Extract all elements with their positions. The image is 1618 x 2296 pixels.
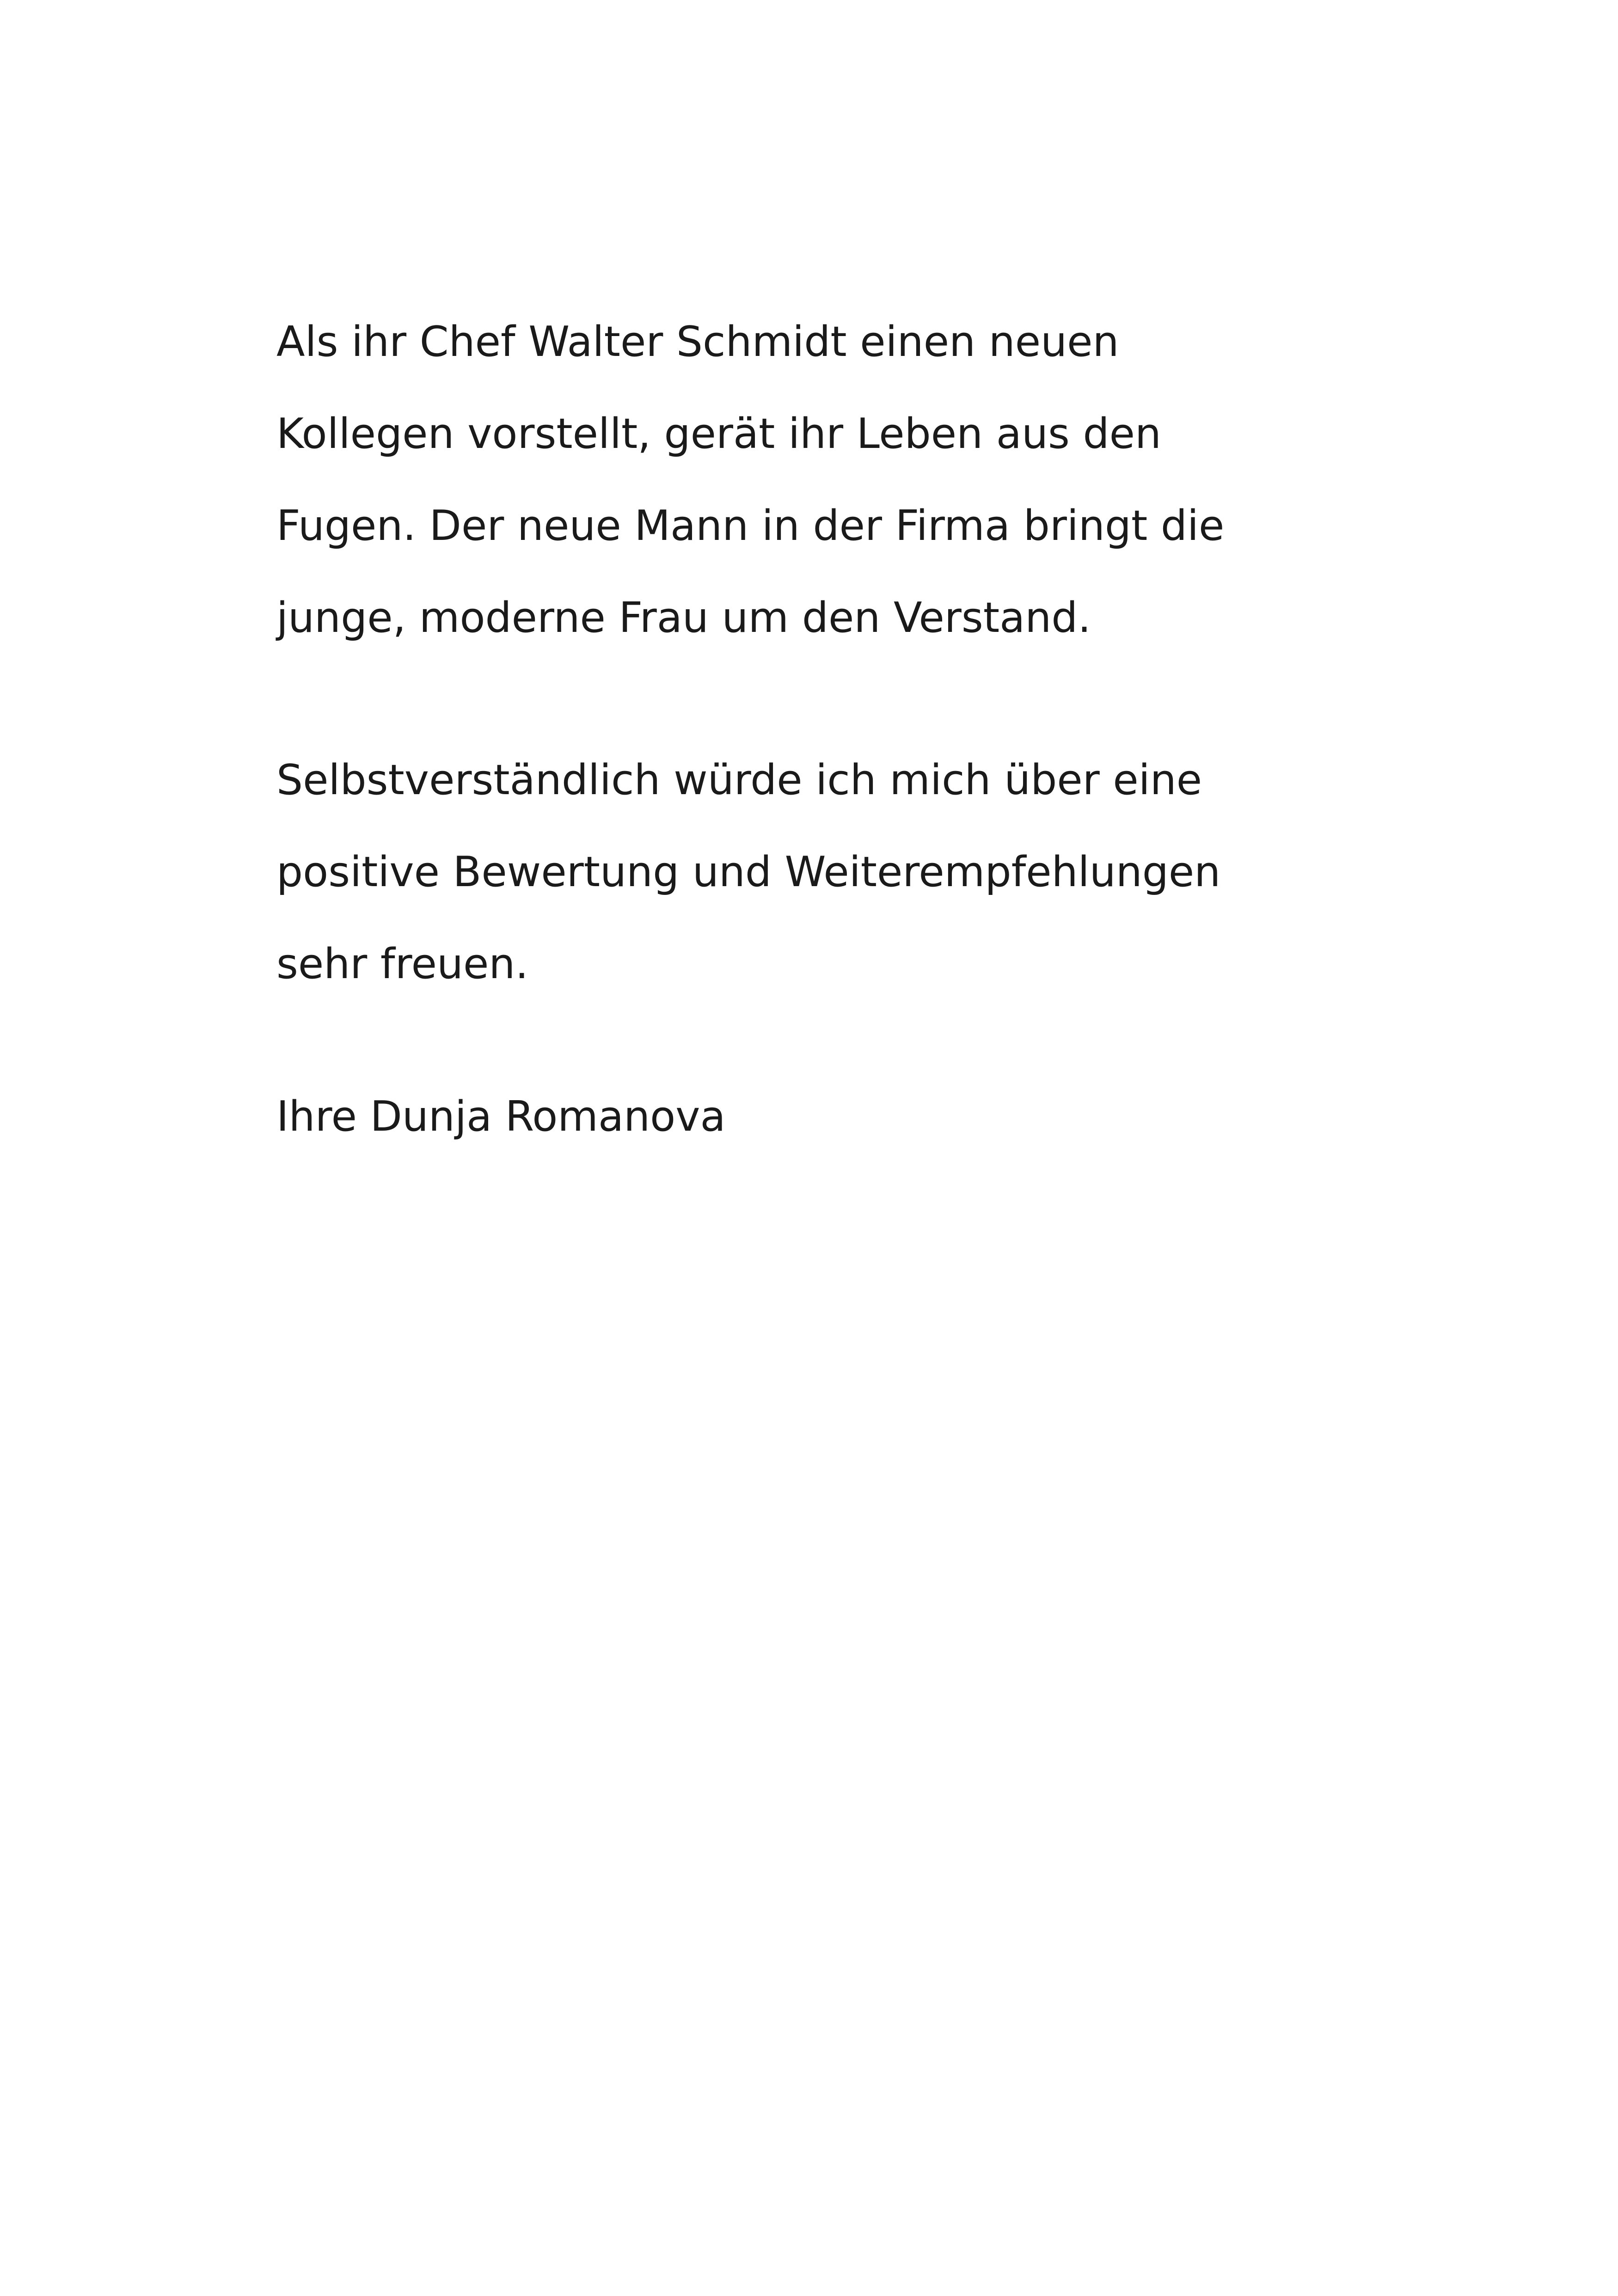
signature-text: Ihre Dunja Romanova bbox=[276, 1092, 726, 1141]
paragraph-request bbox=[276, 734, 1386, 1010]
signature bbox=[276, 1071, 1386, 1163]
paragraph-line: Als ihr Chef Walter Schmidt einen neuen bbox=[276, 318, 1119, 366]
paragraph-line: junge, moderne Frau um den Verstand. bbox=[276, 594, 1091, 642]
paragraph-line: sehr freuen. bbox=[276, 940, 529, 988]
paragraph-description bbox=[276, 296, 1386, 664]
paragraph-line: Selbstverständlich würde ich mich über eine bbox=[276, 756, 1202, 804]
paragraph-line: Kollegen vorstellt, gerät ihr Leben aus den bbox=[276, 410, 1162, 458]
paragraph-line: positive Bewertung und Weiterempfehlungen bbox=[276, 848, 1221, 896]
document-body bbox=[276, 296, 1386, 1163]
paragraph-spacer bbox=[276, 1010, 1386, 1071]
paragraph-line: Fugen. Der neue Mann in der Firma bringt die bbox=[276, 502, 1225, 550]
paragraph-spacer bbox=[276, 664, 1386, 734]
